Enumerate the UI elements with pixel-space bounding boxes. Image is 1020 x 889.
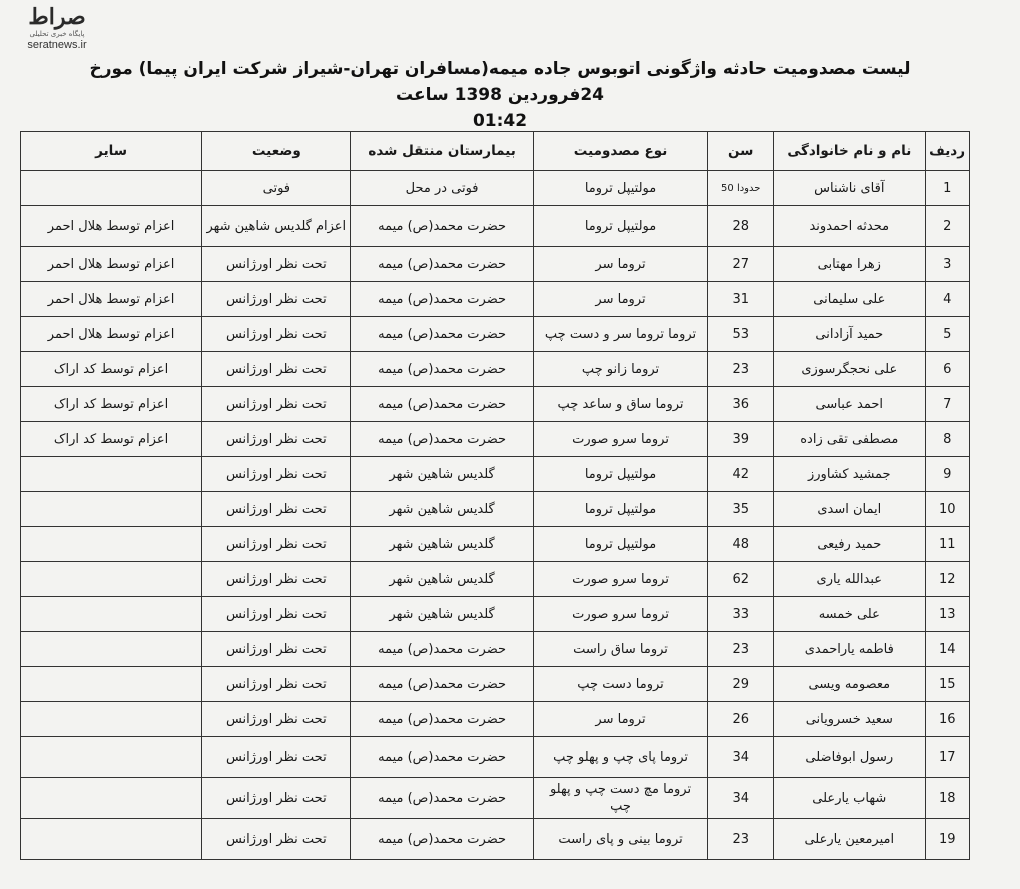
cell-hospital: حضرت محمد(ص) میمه bbox=[351, 282, 533, 317]
watermark-logo-text: صراط bbox=[28, 4, 86, 30]
cell-other bbox=[21, 597, 202, 632]
header-name: نام و نام خانوادگی bbox=[774, 132, 925, 171]
cell-status: تحت نظر اورژانس bbox=[202, 632, 351, 667]
cell-hospital: گلدیس شاهین شهر bbox=[351, 597, 533, 632]
cell-injury-type: تروما مچ دست چپ و پهلو چپ bbox=[533, 778, 708, 819]
cell-hospital: حضرت محمد(ص) میمه bbox=[351, 737, 533, 778]
cell-other: اعزام توسط هلال احمر bbox=[21, 206, 202, 247]
cell-age: 26 bbox=[708, 702, 774, 737]
cell-index: 9 bbox=[925, 457, 969, 492]
cell-age: 29 bbox=[708, 667, 774, 702]
cell-age: 23 bbox=[708, 819, 774, 860]
cell-name: سعید خسرویانی bbox=[774, 702, 925, 737]
cell-index: 18 bbox=[925, 778, 969, 819]
cell-hospital: گلدیس شاهین شهر bbox=[351, 457, 533, 492]
watermark-sub-text: پایگاه خبری تحلیلی bbox=[29, 30, 85, 38]
cell-age: 42 bbox=[708, 457, 774, 492]
cell-age: 53 bbox=[708, 317, 774, 352]
cell-hospital: حضرت محمد(ص) میمه bbox=[351, 778, 533, 819]
cell-age: 28 bbox=[708, 206, 774, 247]
header-hospital: بیمارستان منتقل شده bbox=[351, 132, 533, 171]
cell-injury-type: تروما تروما سر و دست چپ bbox=[533, 317, 708, 352]
cell-name: محدثه احمدوند bbox=[774, 206, 925, 247]
cell-injury-type: تروما دست چپ bbox=[533, 667, 708, 702]
table-row bbox=[21, 819, 970, 860]
casualty-table bbox=[20, 131, 970, 860]
cell-name: زهرا مهتابی bbox=[774, 247, 925, 282]
cell-injury-type: تروما سرو صورت bbox=[533, 597, 708, 632]
cell-name: فاطمه یاراحمدی bbox=[774, 632, 925, 667]
cell-injury-type: مولتیپل تروما bbox=[533, 171, 708, 206]
cell-name: علی سلیمانی bbox=[774, 282, 925, 317]
cell-status: تحت نظر اورژانس bbox=[202, 422, 351, 457]
cell-name: مصطفی تقی زاده bbox=[774, 422, 925, 457]
cell-hospital: گلدیس شاهین شهر bbox=[351, 527, 533, 562]
cell-index: 16 bbox=[925, 702, 969, 737]
cell-injury-type: تروما سرو صورت bbox=[533, 422, 708, 457]
cell-injury-type: مولتیپل تروما bbox=[533, 492, 708, 527]
table-row bbox=[21, 667, 970, 702]
cell-age: 35 bbox=[708, 492, 774, 527]
cell-hospital: حضرت محمد(ص) میمه bbox=[351, 667, 533, 702]
table-row bbox=[21, 492, 970, 527]
cell-injury-type: تروما پای چپ و پهلو چپ bbox=[533, 737, 708, 778]
cell-hospital: فوتی در محل bbox=[351, 171, 533, 206]
cell-status: تحت نظر اورژانس bbox=[202, 702, 351, 737]
cell-hospital: حضرت محمد(ص) میمه bbox=[351, 702, 533, 737]
cell-name: حمید آزادانی bbox=[774, 317, 925, 352]
table-row bbox=[21, 282, 970, 317]
cell-age: 27 bbox=[708, 247, 774, 282]
cell-index: 15 bbox=[925, 667, 969, 702]
cell-age: 34 bbox=[708, 778, 774, 819]
header-index: ردیف bbox=[925, 132, 969, 171]
cell-age: 33 bbox=[708, 597, 774, 632]
cell-hospital: حضرت محمد(ص) میمه bbox=[351, 819, 533, 860]
cell-other: اعزام توسط هلال احمر bbox=[21, 247, 202, 282]
header-other: سایر bbox=[21, 132, 202, 171]
cell-index: 14 bbox=[925, 632, 969, 667]
cell-status: تحت نظر اورژانس bbox=[202, 387, 351, 422]
cell-index: 6 bbox=[925, 352, 969, 387]
table-row bbox=[21, 737, 970, 778]
cell-name: علی خمسه bbox=[774, 597, 925, 632]
cell-other: اعزام توسط کد اراک bbox=[21, 387, 202, 422]
cell-status: فوتی bbox=[202, 171, 351, 206]
cell-name: علی نحجگرسوزی bbox=[774, 352, 925, 387]
cell-name: احمد عباسی bbox=[774, 387, 925, 422]
cell-age: 23 bbox=[708, 632, 774, 667]
table-row bbox=[21, 352, 970, 387]
table-row bbox=[21, 562, 970, 597]
cell-other bbox=[21, 492, 202, 527]
table-row bbox=[21, 422, 970, 457]
cell-index: 10 bbox=[925, 492, 969, 527]
cell-index: 8 bbox=[925, 422, 969, 457]
cell-name: امیرمعین یارعلی bbox=[774, 819, 925, 860]
cell-hospital: گلدیس شاهین شهر bbox=[351, 492, 533, 527]
cell-injury-type: تروما ساق راست bbox=[533, 632, 708, 667]
cell-other bbox=[21, 527, 202, 562]
cell-injury-type: تروما ساق و ساعد چپ bbox=[533, 387, 708, 422]
watermark-logo bbox=[12, 4, 102, 52]
table-row bbox=[21, 597, 970, 632]
table-row bbox=[21, 527, 970, 562]
cell-other bbox=[21, 171, 202, 206]
table-row bbox=[21, 702, 970, 737]
cell-status: تحت نظر اورژانس bbox=[202, 597, 351, 632]
cell-index: 1 bbox=[925, 171, 969, 206]
cell-status: تحت نظر اورژانس bbox=[202, 317, 351, 352]
cell-injury-type: تروما بینی و پای راست bbox=[533, 819, 708, 860]
cell-status: تحت نظر اورژانس bbox=[202, 778, 351, 819]
cell-age: 23 bbox=[708, 352, 774, 387]
cell-index: 4 bbox=[925, 282, 969, 317]
table-row bbox=[21, 778, 970, 819]
cell-other bbox=[21, 737, 202, 778]
cell-name: آقای ناشناس bbox=[774, 171, 925, 206]
cell-status: تحت نظر اورژانس bbox=[202, 492, 351, 527]
cell-index: 11 bbox=[925, 527, 969, 562]
cell-index: 17 bbox=[925, 737, 969, 778]
cell-index: 7 bbox=[925, 387, 969, 422]
title-line-2: 01:42 bbox=[472, 111, 528, 131]
cell-name: معصومه ویسی bbox=[774, 667, 925, 702]
cell-name: شهاب یارعلی bbox=[774, 778, 925, 819]
cell-age: 48 bbox=[708, 527, 774, 562]
cell-injury-type: تروما سر bbox=[533, 282, 708, 317]
cell-status: تحت نظر اورژانس bbox=[202, 352, 351, 387]
cell-injury-type: تروما سر bbox=[533, 702, 708, 737]
cell-other bbox=[21, 702, 202, 737]
table-row bbox=[21, 387, 970, 422]
cell-index: 12 bbox=[925, 562, 969, 597]
cell-other bbox=[21, 562, 202, 597]
cell-other bbox=[21, 457, 202, 492]
cell-status: تحت نظر اورژانس bbox=[202, 562, 351, 597]
cell-other bbox=[21, 667, 202, 702]
cell-age: 36 bbox=[708, 387, 774, 422]
cell-other: اعزام توسط کد اراک bbox=[21, 352, 202, 387]
table-row bbox=[21, 632, 970, 667]
cell-index: 5 bbox=[925, 317, 969, 352]
cell-hospital: گلدیس شاهین شهر bbox=[351, 562, 533, 597]
cell-other: اعزام توسط هلال احمر bbox=[21, 282, 202, 317]
cell-injury-type: تروما سرو صورت bbox=[533, 562, 708, 597]
cell-injury-type: تروما زانو چپ bbox=[533, 352, 708, 387]
cell-injury-type: تروما سر bbox=[533, 247, 708, 282]
cell-other: اعزام توسط کد اراک bbox=[21, 422, 202, 457]
table-row bbox=[21, 171, 970, 206]
cell-name: عبدالله یاری bbox=[774, 562, 925, 597]
cell-other bbox=[21, 778, 202, 819]
cell-index: 2 bbox=[925, 206, 969, 247]
cell-status: تحت نظر اورژانس bbox=[202, 457, 351, 492]
cell-age: 34 bbox=[708, 737, 774, 778]
cell-name: ایمان اسدی bbox=[774, 492, 925, 527]
cell-status: تحت نظر اورژانس bbox=[202, 737, 351, 778]
cell-status: تحت نظر اورژانس bbox=[202, 667, 351, 702]
cell-index: 19 bbox=[925, 819, 969, 860]
cell-other bbox=[21, 632, 202, 667]
cell-hospital: حضرت محمد(ص) میمه bbox=[351, 422, 533, 457]
cell-age: 62 bbox=[708, 562, 774, 597]
table-header-row bbox=[21, 132, 970, 171]
cell-status: تحت نظر اورژانس bbox=[202, 819, 351, 860]
table-row bbox=[21, 247, 970, 282]
cell-other bbox=[21, 819, 202, 860]
cell-status: اعزام گلدیس شاهین شهر bbox=[202, 206, 351, 247]
cell-status: تحت نظر اورژانس bbox=[202, 282, 351, 317]
cell-hospital: حضرت محمد(ص) میمه bbox=[351, 352, 533, 387]
cell-injury-type: مولتیپل تروما bbox=[533, 527, 708, 562]
cell-hospital: حضرت محمد(ص) میمه bbox=[351, 317, 533, 352]
cell-hospital: حضرت محمد(ص) میمه bbox=[351, 387, 533, 422]
cell-age: 39 bbox=[708, 422, 774, 457]
cell-injury-type: مولتیپل تروما bbox=[533, 457, 708, 492]
cell-hospital: حضرت محمد(ص) میمه bbox=[351, 206, 533, 247]
table-row bbox=[21, 317, 970, 352]
cell-index: 13 bbox=[925, 597, 969, 632]
cell-hospital: حضرت محمد(ص) میمه bbox=[351, 632, 533, 667]
cell-age: حدودا 50 bbox=[708, 171, 774, 206]
cell-name: حمید رفیعی bbox=[774, 527, 925, 562]
table-row bbox=[21, 457, 970, 492]
document-title bbox=[60, 56, 940, 134]
cell-name: رسول ابوفاضلی bbox=[774, 737, 925, 778]
cell-status: تحت نظر اورژانس bbox=[202, 247, 351, 282]
cell-injury-type: مولتیپل تروما bbox=[533, 206, 708, 247]
cell-index: 3 bbox=[925, 247, 969, 282]
header-injury-type: نوع مصدومیت bbox=[533, 132, 708, 171]
watermark-url: seratnews.ir bbox=[27, 39, 87, 51]
header-status: وضعیت bbox=[202, 132, 351, 171]
cell-name: جمشید کشاورز bbox=[774, 457, 925, 492]
header-age: سن bbox=[708, 132, 774, 171]
cell-age: 31 bbox=[708, 282, 774, 317]
cell-status: تحت نظر اورژانس bbox=[202, 527, 351, 562]
cell-hospital: حضرت محمد(ص) میمه bbox=[351, 247, 533, 282]
title-line-1: لیست مصدومیت حادثه واژگونی اتوبوس جاده میمه(مسافران تهران-شیراز شرکت ایران پیما) مورخ 24فروردین 1398 ساعت bbox=[89, 59, 911, 105]
cell-other: اعزام توسط هلال احمر bbox=[21, 317, 202, 352]
table-row bbox=[21, 206, 970, 247]
